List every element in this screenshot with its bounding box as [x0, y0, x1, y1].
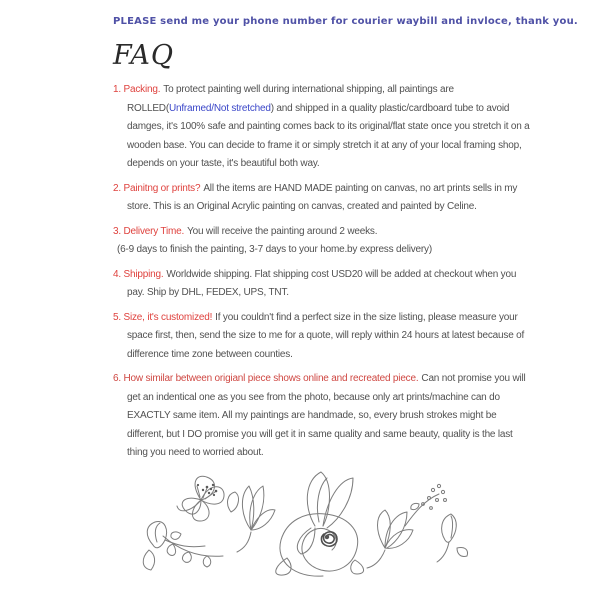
sketch-right-bud	[437, 514, 468, 562]
faq-content-column	[113, 16, 578, 578]
header-note: PLEASE send me your phone number for courier waybill and invloce, thank you.	[113, 16, 578, 27]
sketch-berry-sprig	[405, 484, 447, 526]
faq-item-body: All the items are HAND MADE painting on canvas, no art prints sells in my store. This is an Original Acrylic painting on canvas, created and painted by Celine.	[127, 182, 518, 212]
faq-item-similarity	[113, 370, 533, 463]
faq-item-painting-or-prints	[113, 180, 533, 217]
faq-item-size-customized	[113, 309, 533, 365]
faq-item-heading: 5. Size, it's customized!	[113, 311, 213, 323]
sketch-crocus-flower	[228, 486, 275, 552]
delivery-time-note: (6-9 days to finish the painting, 3-7 days to your home.by express delivery)	[117, 244, 432, 255]
sketch-leaf-sprigs	[163, 531, 223, 566]
sketch-rose-flower	[276, 513, 364, 575]
faq-item-heading: 6. How similar between origianl piece shows online and recreated piece.	[113, 373, 419, 384]
sketch-right-lily	[367, 510, 413, 568]
sketch-anemone-flower	[177, 476, 224, 521]
faq-item-delivery-time	[113, 223, 533, 260]
unframed-highlight-text: Unframed/Not stretched	[168, 102, 271, 114]
floral-line-art-sketch	[123, 470, 483, 578]
faq-item-body: You will receive the painting around 2 weeks.	[187, 225, 378, 237]
faq-item-body: Can not promise you will get an indentical one as you see from the photo, because only art prints/machine can do EXACTLY same item. All my paintings are handmade, so, every brush strokes might be different, but I DO promise you will get it in same quality and same beauty, quality is the last thing you need to worried about.	[127, 373, 526, 458]
faq-item-shipping	[113, 266, 533, 303]
faq-item-heading: 2. Painitng or prints?	[113, 182, 201, 194]
faq-item-heading: 1. Packing.	[113, 84, 161, 95]
faq-list	[113, 81, 533, 463]
faq-item-heading: 3. Delivery Time.	[113, 225, 185, 237]
faq-item-body: To protect painting well during international shipping, all paintings are ROLLED(	[127, 84, 454, 114]
faq-item-body: ) and shipped in a quality plastic/cardboard tube to avoid damges, it's 100% safe and painting comes back to its original/flat state once you stretch it on a wooden base. You can decide to frame it or simply stretch it at any of your local framing shop, depends on your taste, it's beautiful both way.	[127, 102, 530, 169]
faq-item-packing	[113, 81, 533, 174]
faq-item-body: If you couldn't find a perfect size in the size listing, please measure your space first, then, send the size to me for a quote, will reply within 24 hours at latest because of difference time zone between counties.	[127, 311, 525, 360]
faq-item-heading: 4. Shipping.	[113, 268, 164, 280]
faq-item-body: Worldwide shipping. Flat shipping cost USD20 will be added at checkout when you pay. Ship by DHL, FEDEX, UPS, TNT.	[127, 268, 517, 298]
page-title: FAQ	[113, 40, 175, 71]
